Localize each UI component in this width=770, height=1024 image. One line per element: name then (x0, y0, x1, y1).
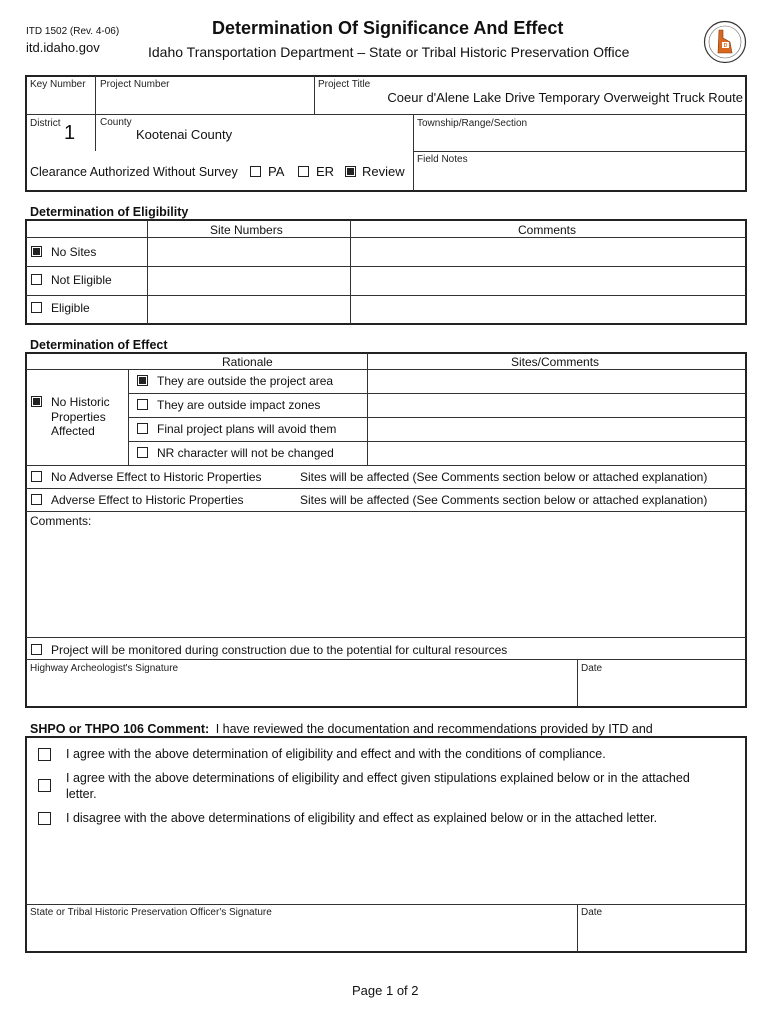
plans-avoid-checkbox[interactable] (137, 423, 148, 434)
key-number-label: Key Number (30, 79, 86, 90)
svg-text:D: D (723, 43, 728, 49)
comments-label: Comments: (30, 514, 92, 528)
district-value[interactable]: 1 (64, 122, 76, 144)
agree-with-stipulations-label: I agree with the above determinations of eligibility and effect given stipulations explained below or in the attached (66, 771, 690, 785)
project-number-label: Project Number (100, 79, 170, 90)
eligible-label: Eligible (51, 301, 90, 315)
er-checkbox[interactable] (298, 166, 309, 177)
adverse-effect-label: Adverse Effect to Historic Properties (51, 493, 244, 507)
officer-date-field[interactable] (580, 920, 744, 950)
disagree-label: I disagree with the above determinations of eligibility and effect as explained below or in the attached letter. (66, 811, 658, 825)
page-title: Determination Of Significance And Effect (212, 18, 564, 38)
project-title-value[interactable]: Coeur d'Alene Lake Drive Temporary Overweight Truck Route (387, 90, 743, 105)
website: itd.idaho.gov (26, 40, 100, 55)
agree-with-stipulations-label-line2: letter. (66, 787, 97, 801)
no-sites-label: No Sites (51, 245, 97, 259)
plans-avoid-label: Final project plans will avoid them (157, 422, 337, 436)
effect-section-title: Determination of Effect (30, 338, 168, 352)
no-adverse-effect-note: Sites will be affected (See Comments section below or attached explanation) (300, 470, 708, 484)
review-checkbox[interactable] (345, 166, 356, 177)
clearance-label: Clearance Authorized Without Survey (30, 165, 238, 179)
outside-impact-zones-label: They are outside impact zones (157, 398, 321, 412)
eligibility-comments-field[interactable] (352, 239, 744, 323)
archeologist-date-field[interactable] (580, 676, 744, 705)
county-label: County (100, 117, 132, 128)
officer-signature-field[interactable] (28, 920, 574, 950)
district-label: District (30, 118, 61, 129)
archeologist-signature-label: Highway Archeologist's Signature (30, 663, 179, 674)
rationale-header: Rationale (222, 355, 273, 369)
form-id: ITD 1502 (Rev. 4-06) (26, 26, 120, 37)
page-number: Page 1 of 2 (352, 983, 419, 998)
disagree-checkbox[interactable] (38, 812, 51, 825)
sites-comments-field[interactable] (369, 371, 744, 463)
township-field[interactable] (416, 131, 744, 149)
project-number-field[interactable] (98, 92, 310, 112)
agree-label: I agree with the above determination of eligibility and effect and with the conditions of compliance. (66, 747, 606, 761)
comments-header: Comments (518, 223, 577, 237)
monitor-checkbox[interactable] (31, 644, 42, 655)
archeologist-signature-field[interactable] (28, 676, 574, 705)
eligibility-section-title: Determination of Eligibility (30, 205, 189, 219)
itd-logo (703, 20, 747, 64)
officer-signature-label: State or Tribal Historic Preservation Officer's Signature (30, 907, 272, 918)
outside-impact-zones-checkbox[interactable] (137, 399, 148, 410)
nr-character-checkbox[interactable] (137, 447, 148, 458)
review-label: Review (362, 164, 405, 179)
page-subtitle: Idaho Transportation Department – State or Tribal Historic Preservation Office (148, 44, 630, 60)
no-adverse-effect-checkbox[interactable] (31, 471, 42, 482)
no-historic-label (51, 395, 110, 439)
officer-date-label: Date (581, 907, 603, 918)
eligible-checkbox[interactable] (31, 302, 42, 313)
monitor-label: Project will be monitored during construction due to the potential for cultural resources (51, 643, 508, 657)
adverse-effect-checkbox[interactable] (31, 494, 42, 505)
no-sites-checkbox[interactable] (31, 246, 42, 257)
agree-with-stipulations-checkbox[interactable] (38, 779, 51, 792)
not-eligible-checkbox[interactable] (31, 274, 42, 285)
adverse-effect-note: Sites will be affected (See Comments section below or attached explanation) (300, 493, 708, 507)
outside-project-area-label: They are outside the project area (157, 374, 334, 388)
site-numbers-header: Site Numbers (210, 223, 283, 237)
agree-checkbox[interactable] (38, 748, 51, 761)
shpo-heading-text: I have reviewed the documentation and recommendations provided by ITD and (215, 722, 653, 736)
itd-logo-icon (703, 20, 747, 64)
sites-comments-header: Sites/Comments (511, 355, 600, 369)
archeologist-date-label: Date (581, 663, 603, 674)
nr-character-label: NR character will not be changed (157, 446, 334, 460)
shpo-heading-bold: SHPO or THPO 106 Comment: (30, 722, 210, 736)
no-historic-checkbox[interactable] (31, 396, 42, 407)
project-title-label: Project Title (318, 79, 371, 90)
shpo-heading (30, 722, 653, 736)
field-notes-label: Field Notes (417, 154, 468, 165)
township-label: Township/Range/Section (417, 118, 528, 129)
er-label: ER (316, 164, 335, 179)
field-notes-field[interactable] (416, 167, 744, 189)
county-value[interactable]: Kootenai County (136, 127, 233, 142)
shpo-comments-field[interactable] (28, 832, 744, 902)
site-numbers-field[interactable] (149, 239, 348, 323)
outside-project-area-checkbox[interactable] (137, 375, 148, 386)
not-eligible-label: Not Eligible (51, 273, 112, 287)
key-number-field[interactable] (28, 92, 92, 112)
no-adverse-effect-label: No Adverse Effect to Historic Properties (51, 470, 262, 484)
pa-label: PA (268, 164, 285, 179)
comments-field[interactable] (28, 530, 744, 634)
no-historic-label-text: No Historic Properties Affected (51, 395, 110, 438)
pa-checkbox[interactable] (250, 166, 261, 177)
